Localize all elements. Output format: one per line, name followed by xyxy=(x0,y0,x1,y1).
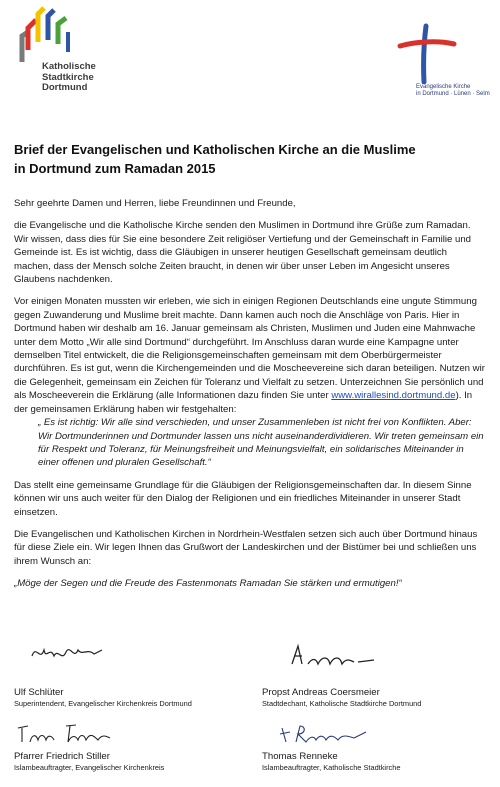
paragraph-2-text-b: ). In der gemeinsamen Erklärung haben wir festgehalten: xyxy=(14,390,473,415)
title-line-2: in Dortmund zum Ramadan 2015 xyxy=(14,161,216,176)
paragraph-2-text-a: Vor einigen Monaten mussten wir erleben, wie sich in einigen Regionen Deutschlands eine ungute Stimmung gegen Zuwanderung und Muslime breit machte. Dann kamen auch noch die Anschläge von Paris. Hier in Dortmund haben wir deshalb am 16. Januar gemeinsam als Christen, Muslimen und Juden eine Mahnwache unter dem Motto „Wir alle sind Dortmund“ durchgeführt. Im Anschluss daran wurde eine Kampagne unter demselben Titel entwickelt, die die Religionsgemeinschaften gemeinsam mit dem Oberbürgermeister durchführen. Es ist gut, wenn die Kirchengemeinden und die Moscheevereine sich daran beteiligen. Nutzen wir die Gelegenheit, gemeinsam ein Zeichen für Toleranz und Vielfalt zu setzen. Unterzeichnen Sie persönlich und als Moscheeverein die Erklärung (alle Informationen dazu finden Sie unter xyxy=(14,296,485,402)
signer-3-name: Pfarrer Friedrich Stiller xyxy=(14,751,110,762)
stadtkirche-emblem-icon xyxy=(18,6,88,66)
handwritten-signature-icon xyxy=(14,722,124,746)
campaign-link[interactable]: www.wirallesind.dortmund.de xyxy=(331,390,456,402)
left-logo-line-3: Dortmund xyxy=(42,82,88,93)
handwritten-signature-icon xyxy=(284,640,384,670)
left-logo-line-1: Katholische xyxy=(42,61,96,72)
evangelische-kirche-logo xyxy=(390,22,498,102)
signer-1-name: Ulf Schlüter xyxy=(14,687,64,698)
cross-emblem-icon xyxy=(390,22,460,84)
left-logo-line-2: Stadtkirche xyxy=(42,71,94,83)
right-logo-line-2: in Dortmund · Lünen · Selm xyxy=(416,91,490,97)
handwritten-signature-icon xyxy=(276,722,376,746)
signer-2-role: Stadtdechant, Katholische Stadtkirche Dortmund xyxy=(262,699,422,708)
signer-4-role: Islambeauftragter, Katholische Stadtkirche xyxy=(262,763,401,772)
paragraph-1: die Evangelische und die Katholische Kirche senden den Muslimen in Dortmund ihre Grüße zum Ramadan. Wir wissen, dass dies für Sie eine besondere Zeit religiöser Vertiefung und der Gemeinschaft in Familie und Gemeinde ist. Es ist wichtig, dass die Gläubigen in unserer heutigen Gesellschaft gemeinsam deutlich machen, dass der Mensch solche Zeiten braucht, in denen wir über unser Leben im Angesicht unseres Glaubens nachdenken. xyxy=(14,220,471,286)
katholische-stadtkirche-logo xyxy=(14,6,124,98)
paragraph-3: Das stellt eine gemeinsame Grundlage für die Gläubigen der Religionsgemeinschaften dar. In diesem Sinne können wir uns auch weiter für den Dialog der Religionen und ein friedliches Miteinander in unserer Stadt einsetzen. xyxy=(14,479,472,518)
letter-body xyxy=(14,197,486,600)
paragraph-2 xyxy=(14,295,486,416)
title-line-1: Brief der Evangelischen und Katholischen Kirche an die Muslime xyxy=(14,142,416,157)
paragraph-4: Die Evangelischen und Katholischen Kirchen in Nordrhein-Westfalen setzen sich auch über Dortmund hinaus für diese Ziele ein. Wir legen Ihnen das Grußwort der Landeskirchen und der Bistümer bei und schließen uns ihrem Wunsch an: xyxy=(14,528,478,567)
salutation: Sehr geehrte Damen und Herren, liebe Freundinnen und Freunde, xyxy=(14,198,296,209)
handwritten-signature-icon xyxy=(28,638,118,668)
signer-1-role: Superintendent, Evangelischer Kirchenkreis Dortmund xyxy=(14,699,192,708)
letter-title xyxy=(14,140,484,178)
right-logo-line-1: Evangelische Kirche xyxy=(416,84,471,90)
signer-2-name: Propst Andreas Coersmeier xyxy=(262,687,380,698)
closing-wish: „Möge der Segen und die Freude des Fastenmonats Ramadan Sie stärken und ermutigen!“ xyxy=(14,578,402,590)
signer-4-name: Thomas Renneke xyxy=(262,751,338,762)
signer-3-role: Islambeauftragter, Evangelischer Kirchenkreis xyxy=(14,763,165,772)
declaration-quote: „ Es ist richtig: Wir alle sind verschieden, und unser Zusammenleben ist nicht frei von Konflikten. Aber: Wir Dortmunderinnen und Dortmunder lassen uns nicht auseinanderdividieren. Wir treten gemeinsam ein für Respekt und Toleranz, für Meinungsfreiheit und Meinungsvielfalt, ein solidarisches Miteinander in einer offenen und pluralen Gesellschaft.“ xyxy=(38,417,484,469)
